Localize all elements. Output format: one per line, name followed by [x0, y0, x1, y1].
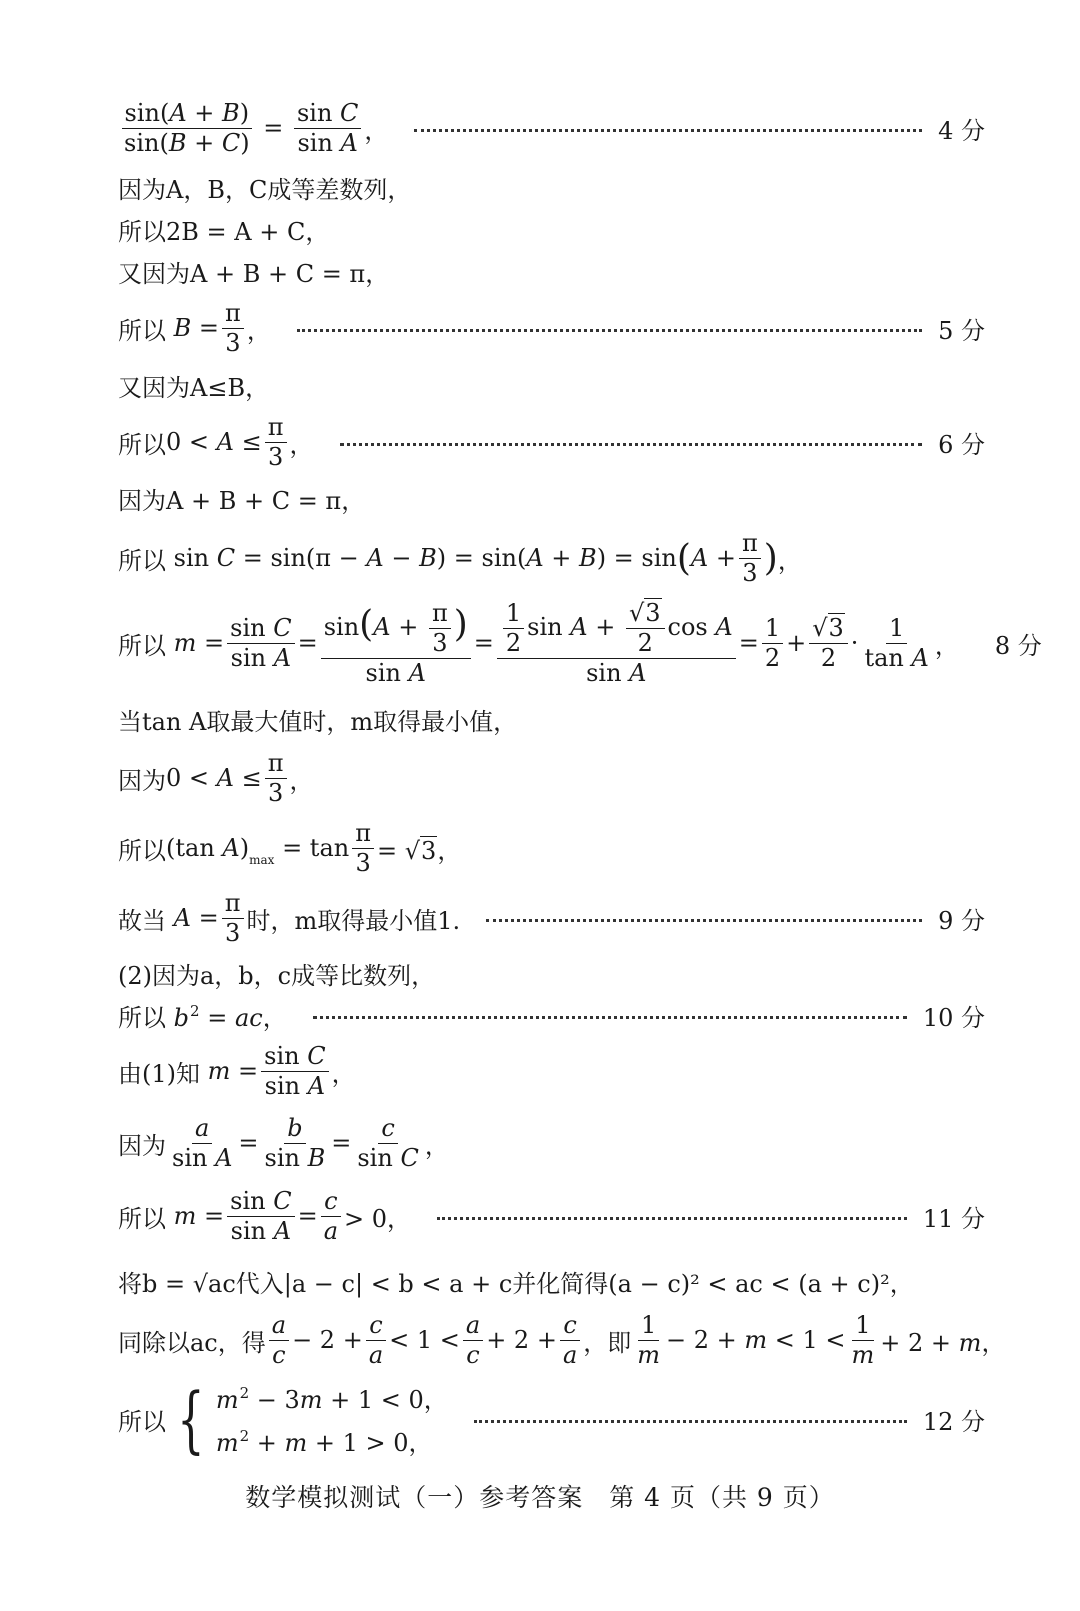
- step-row-16: [118, 998, 985, 1033]
- text-line: 所以2B = A + C，: [118, 218, 330, 246]
- formula-b-squared: 所以 $b^2$ = ac，: [118, 998, 287, 1033]
- page-footer: 数学模拟测试（一）参考答案 第 4 页（共 9 页）: [245, 1483, 835, 1512]
- word-suoyi: 所以: [118, 546, 166, 575]
- word-suoyi: 所以: [118, 316, 166, 345]
- word-ji: ，即: [583, 1328, 632, 1357]
- word-suoyi: 所以: [118, 836, 166, 865]
- step-row-9: [118, 530, 985, 587]
- dot-leader: [340, 443, 923, 446]
- formula-sine-law: 因为 $\frac{a}{\text{sin A}}$ = $\frac{b}{\text{sin B}}$ = $\frac{c}{\text{sin C}}$ ，: [118, 1114, 449, 1172]
- score-label: 6 分: [938, 430, 985, 459]
- step-row-5: [118, 300, 985, 357]
- step-row-6: [118, 368, 985, 403]
- formula-a-range: 所以 0 < A ≤ $\frac{\pi}{3}$ ，: [118, 413, 314, 471]
- formula-m-expression: 所以 m = $\frac{\text{sin C}}{\text{sin A}}$ = sin(A + $\frac{\pi}{3}$ ) sin A = $\frac{1}{2}$ sin A + $\frac{√3}{2}$ cos A sin A = $\frac{1}{2}$ + $\frac{√3}{2}$ · $\frac{1}{\text{tan A}}$ ，: [118, 599, 959, 687]
- score-label: 4 分: [938, 116, 985, 145]
- word-suoyi: 所以: [118, 430, 166, 459]
- step-row-7: [118, 414, 985, 471]
- text-line: 将b = √ac代入|a − c| < b < a + c并化简得(a − c)² < ac < (a + c)²，: [118, 1270, 914, 1298]
- dot-leader: [313, 1016, 907, 1019]
- text-line: 因为A，B，C成等差数列，: [118, 176, 412, 204]
- dot-leader: [437, 1217, 907, 1220]
- step-row-15: [118, 956, 985, 991]
- text-line: (2)因为a，b，c成等比数列，: [118, 962, 436, 990]
- word-tongchu: 同除以ac，得: [118, 1328, 266, 1357]
- step-row-14: [118, 890, 985, 947]
- formula-a-range-2: 因为 0 < A ≤ $\frac{\pi}{3}$ ，: [118, 749, 314, 807]
- dot-leader: [414, 129, 922, 132]
- formula-m-from-1: 由(1)知 m = $\frac{\text{sin C}}{\text{sin A}}$ ，: [118, 1042, 356, 1100]
- step-row-8: [118, 481, 985, 516]
- formula-sine-ratio: $\frac{\sin(A + B)}{\sin(B + C)}$ = $\frac{\text{sin C}}{\text{sin A}}$ ，: [118, 100, 388, 157]
- step-row-4: [118, 254, 985, 289]
- formula-tan-max: 所以 (tan $A)_{max} = \tan$ $\frac{\pi}{3}$ = √3，: [118, 819, 462, 877]
- step-row-2: [118, 170, 985, 205]
- word-m-min: 时，m取得最小值1.: [246, 906, 461, 935]
- step-row-21: [118, 1311, 1006, 1369]
- formula-m-min: 故当 A = $\frac{\pi}{3}$ 时，m取得最小值1.: [118, 889, 461, 947]
- word-suoyi: 所以: [118, 631, 166, 660]
- dot-leader: [486, 919, 922, 922]
- step-row-20: [118, 1264, 985, 1299]
- step-row-11: [118, 702, 985, 737]
- score-label: 5 分: [938, 316, 985, 345]
- formula-divide-ac: 同除以ac，得 $\frac{a}{c}$ − 2 + $\frac{c}{a}$ < 1 < $\frac{a}{c}$ + 2 + $\frac{c}{a}$ ，即 $\frac{1}{m}$ − 2 + m < 1 < $\frac{1}{m}$ + 2 + m，: [118, 1311, 1006, 1369]
- step-row-10: [118, 599, 1042, 687]
- score-label: 9 分: [938, 906, 985, 935]
- step-row-12: [118, 750, 985, 807]
- dot-leader: [474, 1420, 907, 1423]
- word-gudang: 故当: [118, 906, 166, 935]
- formula-system: 所以 { $m^2 - 3m + 1 < 0$， $m^2 + m + 1 > 0$，: [118, 1377, 448, 1461]
- word-yinwei: 因为: [118, 1131, 166, 1160]
- word-suoyi: 所以: [118, 1407, 166, 1436]
- score-label: 10 分: [922, 1004, 985, 1032]
- step-row-3: [118, 212, 985, 247]
- text-line: 又因为A≤B，: [118, 374, 270, 402]
- score-label: 12 分: [922, 1407, 985, 1436]
- formula-sin-c: 所以 sin C = sin(π − A − B) = sin(A + B) = sin ( A + $\frac{\pi}{3}$ ) ，: [118, 529, 802, 587]
- word-yinwei: 因为: [118, 766, 166, 795]
- step-row-1: [118, 100, 985, 157]
- word-suoyi: 所以: [118, 1004, 166, 1032]
- dot-leader: [297, 329, 922, 332]
- text-line: 当tan A取最大值时，m取得最小值，: [118, 708, 518, 736]
- step-row-18: [118, 1115, 985, 1172]
- step-row-17: [118, 1043, 985, 1100]
- text-line: 因为A + B + C = π，: [118, 487, 366, 515]
- formula-b-value: 所以 B = $\frac{\pi}{3}$ ，: [118, 299, 271, 357]
- score-label: 8 分: [994, 631, 1042, 660]
- word-suoyi: 所以: [118, 1204, 166, 1233]
- step-row-22: [118, 1377, 985, 1461]
- formula-m-positive: 所以 m = $\frac{\text{sin C}}{\text{sin A}}$ = $\frac{c}{a}$ > 0，: [118, 1187, 412, 1245]
- step-row-19: [118, 1188, 985, 1245]
- score-label: 11 分: [922, 1204, 985, 1233]
- step-row-13: [118, 820, 985, 877]
- word-you1zhi: 由(1)知: [118, 1059, 200, 1088]
- text-line: 又因为A + B + C = π，: [118, 260, 390, 288]
